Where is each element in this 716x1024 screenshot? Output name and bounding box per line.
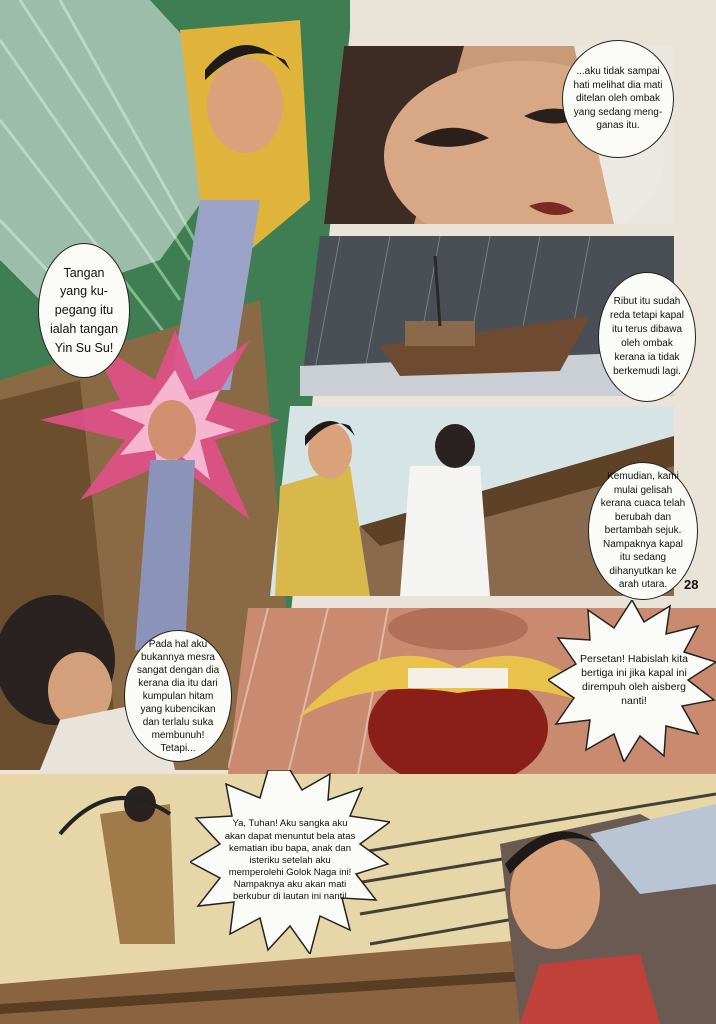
shout-text: Persetan! Habislah kita bertiga ini jika kapal ini dirempuh oleh aisberg nanti! (580, 652, 688, 708)
speech-text: Tangan yang ku-pegang itu ialah tangan Yin Su Su! (49, 265, 119, 355)
speech-text: Pada hal aku bukannya mesra sangat dengan dia kerana dia itu dari kumpulan hitam yang kubencikan dan terlalu suka membunuh! Tetapi... (136, 638, 220, 754)
speech-bubble-left-top (38, 243, 130, 378)
shout-burst-bottom (190, 770, 390, 954)
speech-text: Ribut itu sudah reda tetapi kapal itu terus dibawa oleh ombak kerana ia tidak berkemudi lagi. (610, 296, 684, 377)
speech-bubble-ship-storm (598, 272, 696, 402)
shout-text: Ya, Tuhan! Aku sangka aku akan dapat menuntut bela atas kematian ibu bapa, anak dan isteriku setelah aku memperolehi Golok Naga ini! Nampaknya aku akan mati berkubur di lautan ini nanti! (224, 818, 356, 903)
speech-bubble-deck-walk (588, 462, 698, 600)
speech-bubble-left-bottom (124, 630, 232, 762)
speech-text: ...aku tidak sampai hati melihat dia mati ditelan oleh ombak yang sedang meng-ganas itu. (573, 66, 663, 132)
speech-bubble-face-closeup (562, 40, 674, 158)
page-number: 28 (684, 577, 699, 592)
speech-text: Kemudian, kami mulai gelisah kerana cuaca telah berubah dan bertambah sejuk. Nampaknya kapal itu sedang dihanyutkan ke arah utara. (600, 471, 686, 591)
shout-burst-mustache (548, 600, 716, 762)
